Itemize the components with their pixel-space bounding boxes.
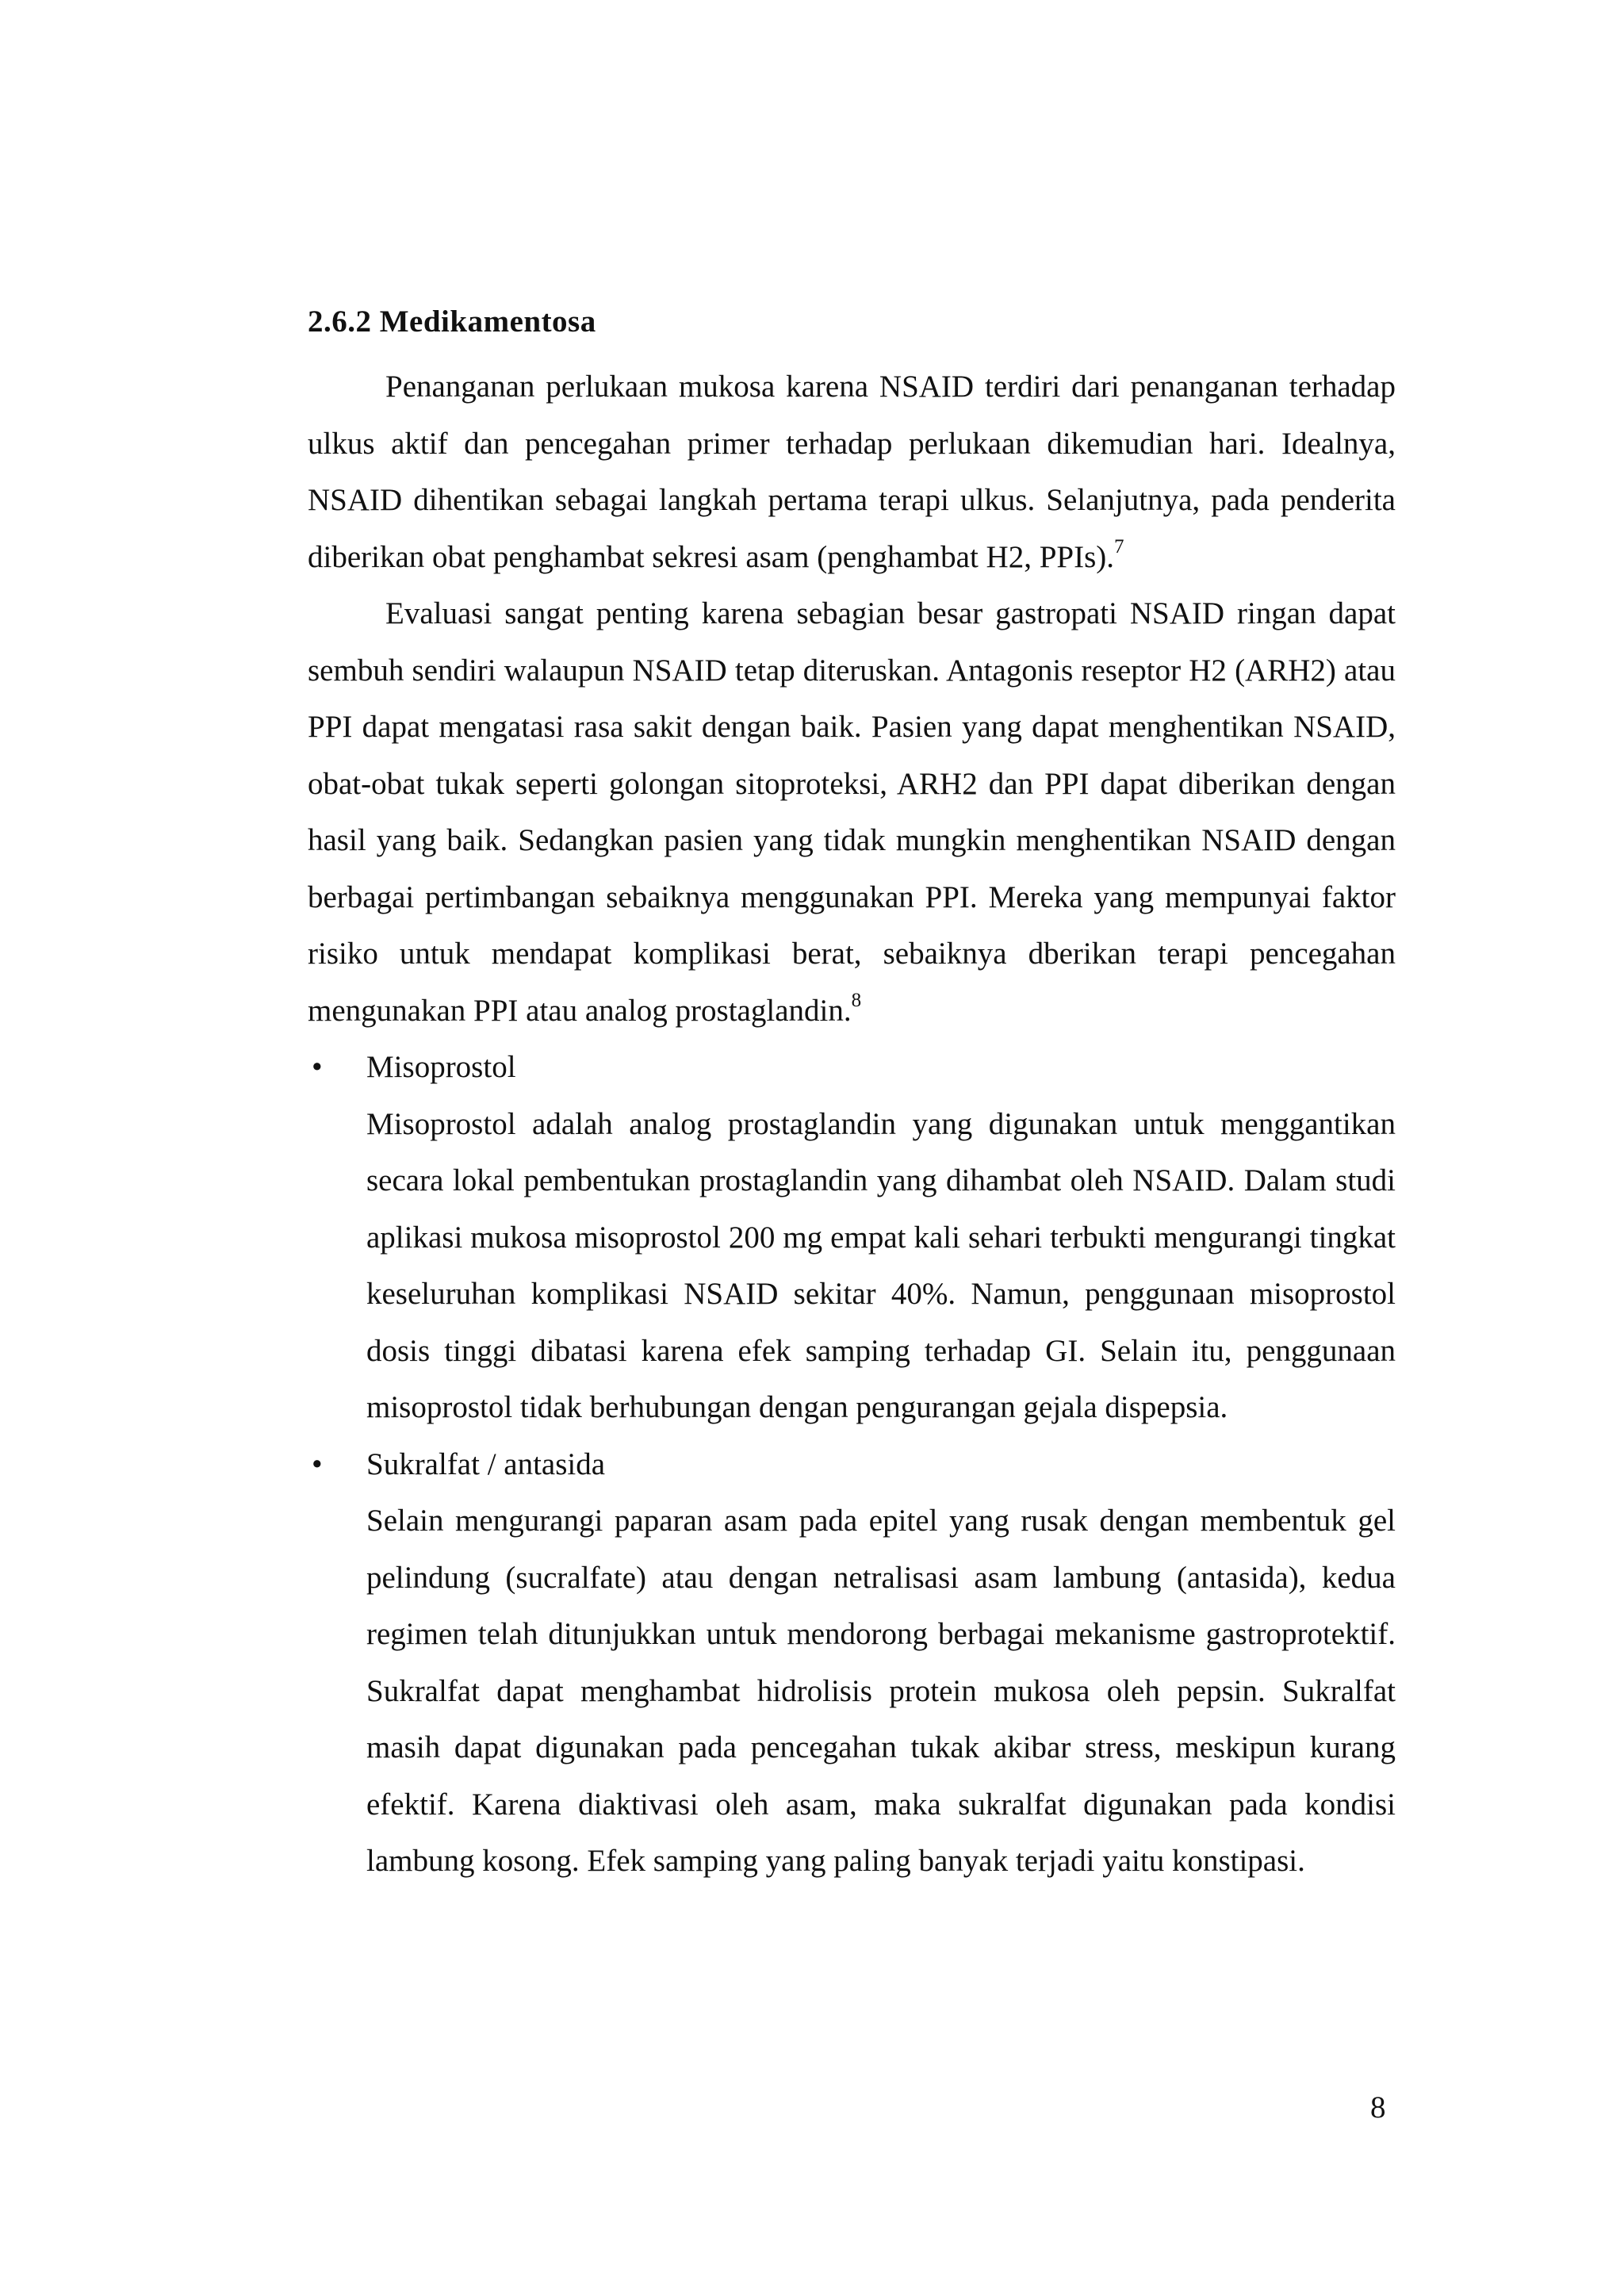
page-content: [308, 303, 1396, 1890]
citation-8: 8: [851, 989, 862, 1011]
paragraph-2-text: Evaluasi sangat penting karena sebagian besar gastropati NSAID ringan dapat sembuh sendiri walaupun NSAID tetap diteruskan. Antagonis reseptor H2 (ARH2) atau PPI dapat mengatasi rasa sakit dengan baik. Pasien yang dapat menghentikan NSAID, obat-obat tukak seperti golongan sitoproteksi, ARH2 dan PPI dapat diberikan dengan hasil yang baik. Sedangkan pasien yang tidak mungkin menghentikan NSAID dengan berbagai pertimbangan sebaiknya menggunakan PPI. Mereka yang mempunyai faktor risiko untuk mendapat komplikasi berat, sebaiknya dberikan terapi pencegahan mengunakan PPI atau analog prostaglandin.: [308, 596, 1396, 1028]
page-number: 8: [1370, 2090, 1386, 2125]
bullet-body-misoprostol: Misoprostol adalah analog prostaglandin yang digunakan untuk menggantikan secara lokal pembentukan prostaglandin yang dihambat oleh NSAID. Dalam studi aplikasi mukosa misoprostol 200 mg empat kali sehari terbukti mengurangi tingkat keseluruhan komplikasi NSAID sekitar 40%. Namun, penggunaan misoprostol dosis tinggi dibatasi karena efek samping terhadap GI. Selain itu, penggunaan misoprostol tidak berhubungan dengan pengurangan gejala dispepsia.: [366, 1106, 1396, 1424]
bullet-body-sukralfat: Selain mengurangi paparan asam pada epitel yang rusak dengan membentuk gel pelindung (sucralfate) atau dengan netralisasi asam lambung (antasida), kedua regimen telah ditunjukkan untuk mendorong berbagai mekanisme gastroprotektif. Sukralfat dapat menghambat hidrolisis protein mukosa oleh pepsin. Sukralfat masih dapat digunakan pada pencegahan tukak akibar stress, meskipun kurang efektif. Karena diaktivasi oleh asam, maka sukralfat digunakan pada kondisi lambung kosong. Efek samping yang paling banyak terjadi yaitu konstipasi.: [366, 1504, 1396, 1878]
paragraph-treatment-overview: [308, 358, 1396, 585]
bullet-heading: [308, 1436, 1396, 1493]
bullet-icon: •: [312, 1446, 323, 1481]
bullet-item-sukralfat: [308, 1436, 1396, 1890]
paragraph-evaluation: [308, 585, 1396, 1039]
bullet-title-sukralfat: Sukralfat / antasida: [366, 1446, 606, 1481]
bullet-title-misoprostol: Misoprostol: [366, 1050, 516, 1084]
bullet-icon: •: [312, 1050, 323, 1084]
section-heading: 2.6.2 Medikamentosa: [308, 305, 596, 339]
bullet-heading: [308, 1039, 1396, 1096]
paragraph-1-text: Penanganan perlukaan mukosa karena NSAID terdiri dari penanganan terhadap ulkus aktif dan pencegahan primer terhadap perlukaan dikemudian hari. Idealnya, NSAID dihentikan sebagai langkah pertama terapi ulkus. Selanjutnya, pada penderita diberikan obat penghambat sekresi asam (penghambat H2, PPIs).: [308, 370, 1396, 574]
citation-7: 7: [1114, 535, 1124, 557]
bullet-item-misoprostol: [308, 1039, 1396, 1436]
